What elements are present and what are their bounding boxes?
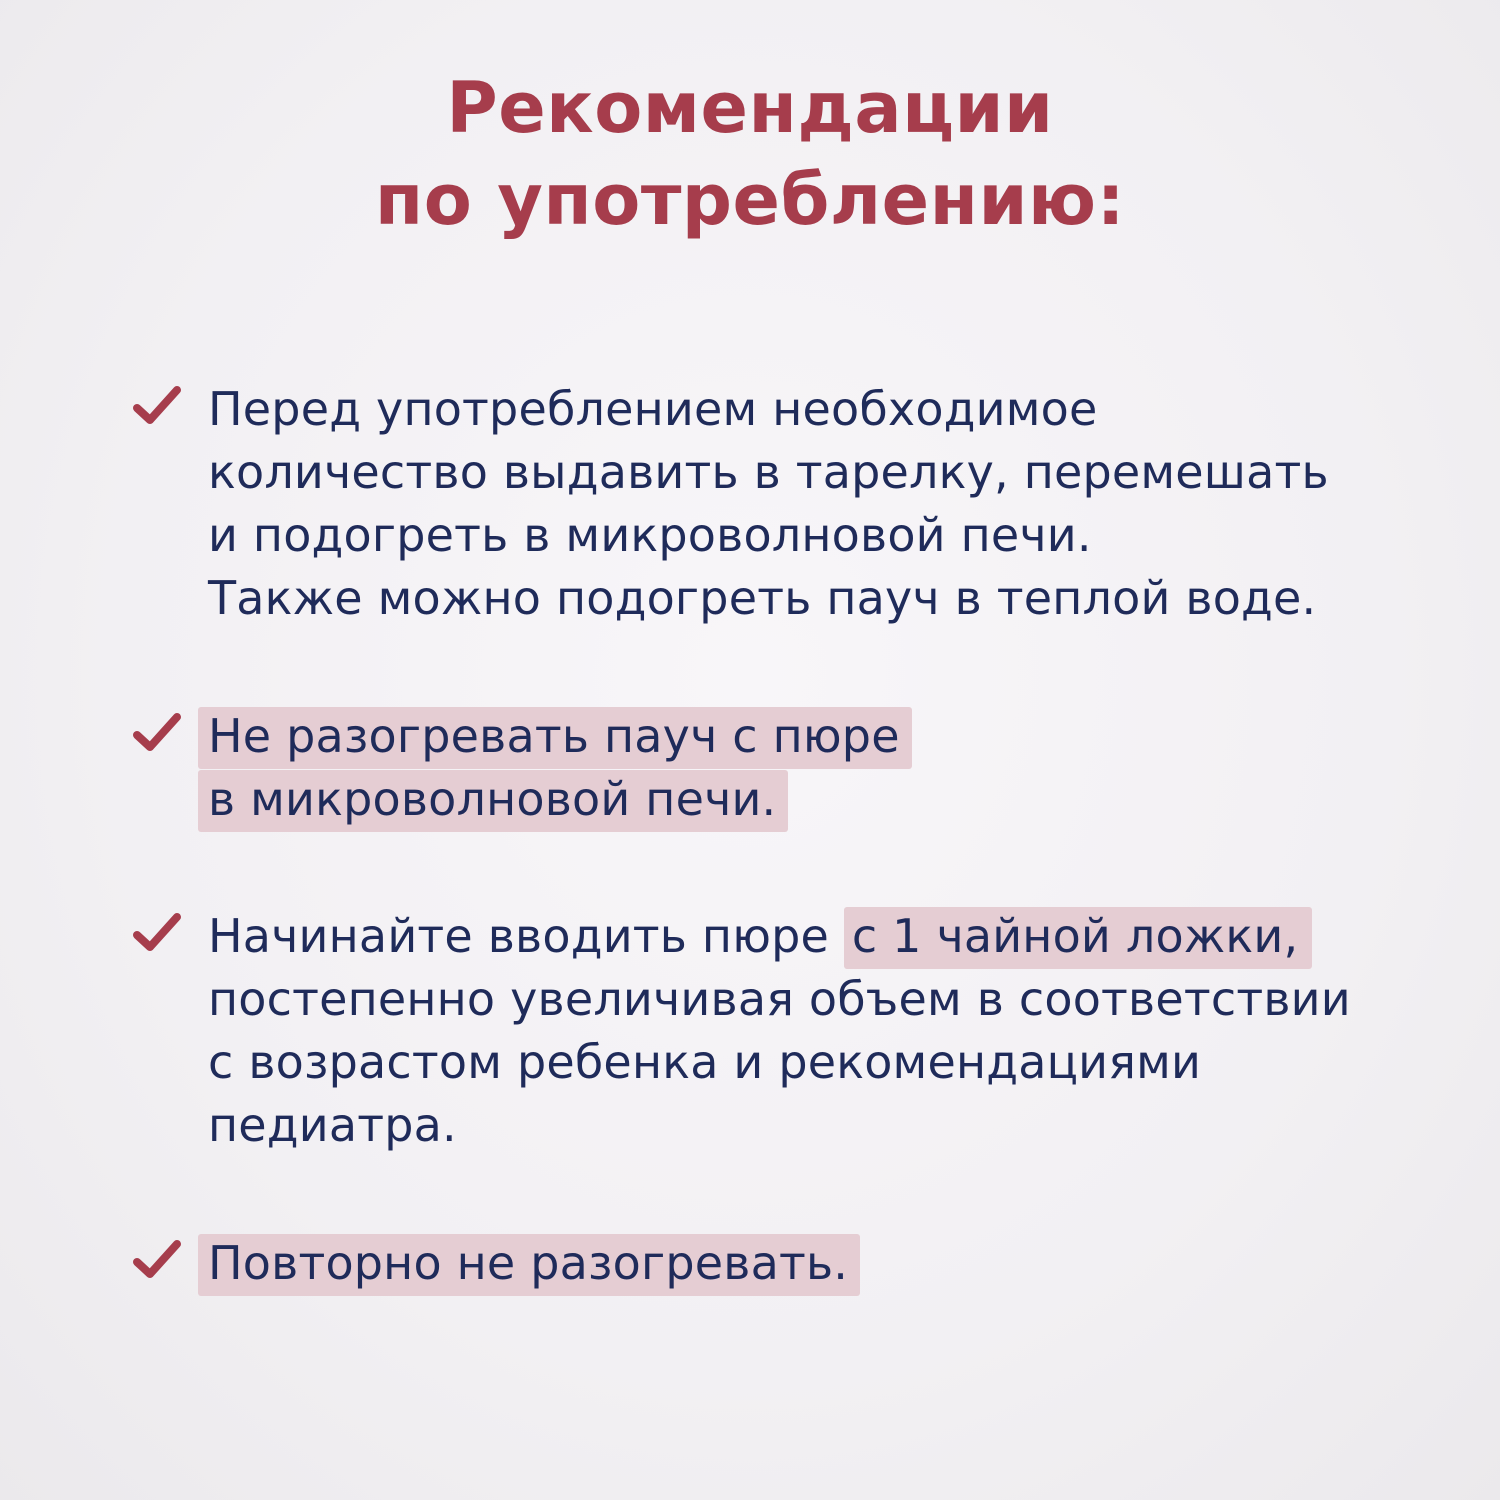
title-line-2: по употреблению: (374, 159, 1126, 241)
item-3-line-1-highlight: с 1 чайной ложки, (844, 907, 1313, 969)
item-4-text (208, 1232, 1408, 1295)
page-title (0, 62, 1500, 246)
item-2-line-1: Не разогревать пауч с пюре (198, 707, 912, 769)
check-icon (132, 1238, 182, 1282)
item-1-line-4: Также можно подогреть пауч в теплой воде. (208, 571, 1317, 625)
check-icon (132, 384, 182, 428)
item-3-line-4: педиатра. (208, 1098, 457, 1152)
item-1-text (208, 378, 1408, 630)
item-1-line-3: и подогреть в микроволновой печи. (208, 508, 1092, 562)
item-3-line-2: постепенно увеличивая объем в соответствии (208, 972, 1351, 1026)
check-icon (132, 911, 182, 955)
title-line-1: Рекомендации (446, 67, 1054, 149)
item-1-line-2: количество выдавить в тарелку, перемешать (208, 445, 1329, 499)
item-4-line-1: Повторно не разогревать. (198, 1234, 860, 1296)
item-3-line-3: с возрастом ребенка и рекомендациями (208, 1035, 1202, 1089)
check-icon (132, 711, 182, 755)
item-3-text (208, 905, 1408, 1157)
item-2-line-2: в микроволновой печи. (198, 770, 788, 832)
item-2-text (208, 705, 1408, 831)
item-1-line-1: Перед употреблением необходимое (208, 382, 1098, 436)
item-3-line-1-plain: Начинайте вводить пюре (208, 909, 844, 963)
